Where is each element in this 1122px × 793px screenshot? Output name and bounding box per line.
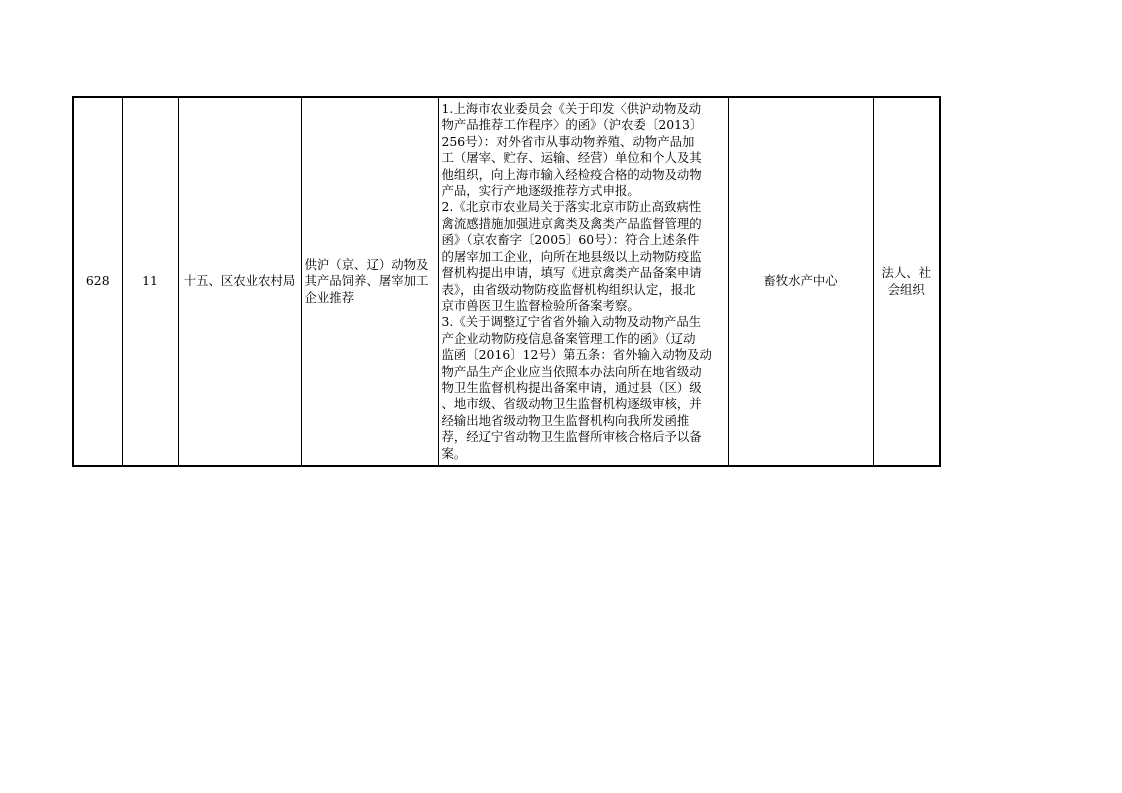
basis-line: 物产品生产企业应当依照本办法向所在地省级动	[441, 363, 702, 379]
basis-line: 表》，由省级动物防疫监督机构组织认定，报北	[441, 281, 696, 297]
basis-line: 京市兽医卫生监督检验所备案考察。	[441, 297, 640, 313]
basis-line: 产企业动物防疫信息备案管理工作的函》（辽动	[441, 330, 696, 346]
basis-line: 荐，经辽宁省动物卫生监督所审核合格后予以备	[441, 429, 702, 445]
department-cell	[178, 97, 301, 466]
sub-no-cell: 11	[122, 97, 178, 466]
record-table	[72, 96, 941, 467]
basis-line: 产品，实行产地逐级推荐方式申报。	[441, 183, 640, 199]
basis-line: 物产品推荐工作程序〉的函》（沪农委〔2013〕	[441, 117, 703, 133]
basis-line: 3.《关于调整辽宁省省外输入动物及动物产品生	[441, 314, 702, 330]
basis-line: 案。	[441, 445, 467, 461]
table-row	[73, 97, 940, 466]
applicant-text: 法人、社会组织	[881, 265, 932, 297]
basis-line: 、地市级、省级动物卫生监督机构逐级审核，并	[441, 396, 702, 412]
seq-no-cell: 628	[73, 97, 122, 466]
basis-line: 函》（京农畜字〔2005〕60号）：符合上述条件	[441, 232, 700, 248]
basis-line: 256号）：对外省市从事动物养殖、动物产品加	[441, 133, 695, 149]
basis-line: 的屠宰加工企业，向所在地县级以上动物防疫监	[441, 248, 702, 264]
basis-line: 工（屠宰、贮存、运输、经营）单位和个人及其	[441, 150, 702, 166]
basis-line: 监函〔2016〕12号）第五条：省外输入动物及动	[441, 347, 712, 363]
basis-line: 2.《北京市农业局关于落实北京市防止高致病性	[441, 199, 702, 215]
implementing-unit-cell: 畜牧水产中心	[728, 97, 873, 466]
item-name-cell	[301, 97, 438, 466]
department-text: 十五、区农业农村局	[183, 273, 296, 289]
item-name-text: 供沪（京、辽）动物及其产品饲养、屠宰加工企业推荐	[304, 256, 429, 305]
basis-line: 督机构提出申请，填写《进京禽类产品备案申请	[441, 265, 702, 281]
basis-line: 禽流感措施加强进京禽类及禽类产品监督管理的	[441, 215, 702, 231]
basis-line: 1.上海市农业委员会《关于印发〈供沪动物及动	[441, 101, 702, 117]
applicant-cell	[873, 97, 940, 466]
basis-line: 经输出地省级动物卫生监督机构向我所发函推	[441, 412, 690, 428]
basis-text	[442, 101, 726, 462]
basis-line: 物卫生监督机构提出备案申请，通过县（区）级	[441, 379, 702, 395]
basis-cell	[438, 97, 728, 466]
basis-line: 他组织，向上海市输入经检疫合格的动物及动物	[441, 166, 702, 182]
